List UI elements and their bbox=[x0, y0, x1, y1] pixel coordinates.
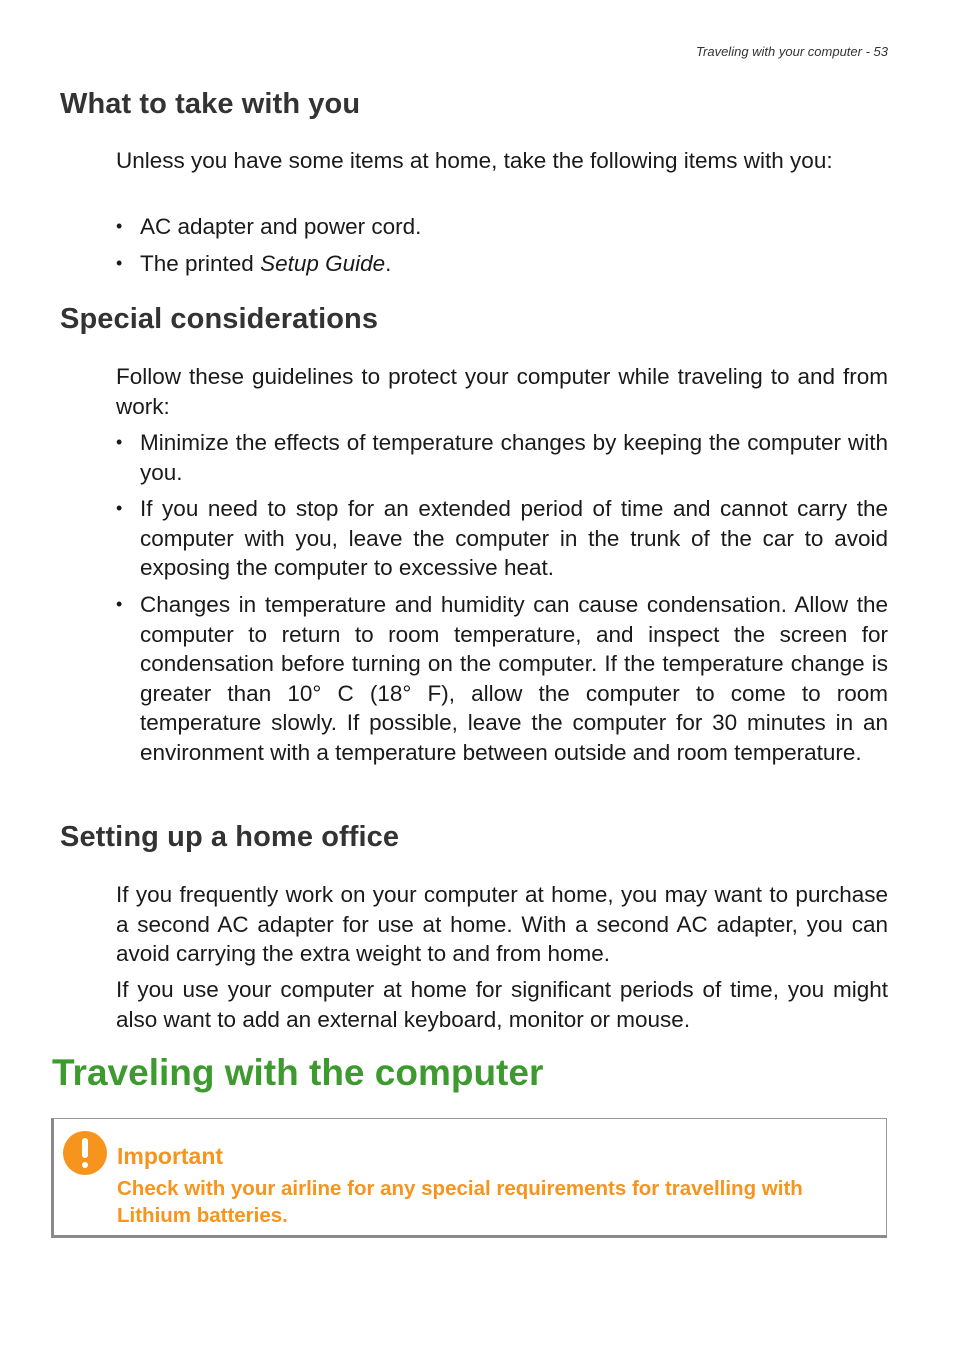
section-heading-home-office: Setting up a home office bbox=[60, 821, 400, 853]
home-office-paragraph-2: If you use your computer at home for significant periods of time, you might also want to add an external keyboard, monitor or mouse. bbox=[116, 977, 888, 1032]
list-item-text: AC adapter and power cord. bbox=[140, 214, 422, 239]
bullet-icon: • bbox=[116, 593, 123, 614]
important-note-box bbox=[51, 1118, 887, 1238]
setup-guide-title: Setup Guide bbox=[260, 250, 386, 276]
chapter-heading: Traveling with the computer bbox=[52, 1052, 544, 1093]
section-heading-what-to-take: What to take with you bbox=[60, 88, 361, 120]
list-item bbox=[116, 494, 888, 583]
what-to-take-intro: Unless you have some items at home, take the following items with you: bbox=[116, 148, 833, 173]
running-header: Traveling with your computer - 53 bbox=[696, 44, 888, 59]
list-item bbox=[116, 590, 888, 768]
important-text: Check with your airline for any special requirements for travelling with Lithium batteries. bbox=[117, 1177, 803, 1227]
list-item-text-prefix: The printed bbox=[140, 250, 261, 276]
exclamation-icon bbox=[63, 1131, 107, 1175]
bullet-icon: • bbox=[116, 252, 123, 273]
list-item bbox=[116, 428, 888, 487]
bullet-icon: • bbox=[116, 216, 123, 236]
list-item-text-suffix: . bbox=[385, 250, 392, 276]
list-item-text: Changes in temperature and humidity can cause condensation. Allow the computer to return to room temperature, and inspect the screen for condensation before turning on the computer. If the temperature change is greater than 10° C (18° F), allow the computer to come to room temperature slowly. If possible, leave the computer for 30 minutes in an environment with a temperature between outside and room temperature. bbox=[140, 591, 888, 765]
bullet-icon: • bbox=[116, 498, 123, 519]
list-item bbox=[116, 212, 888, 242]
home-office-paragraph-1: If you frequently work on your computer at home, you may want to purchase a second AC adapter for use at home. With a second AC adapter, you can avoid carrying the extra weight to and from home. bbox=[116, 882, 888, 967]
important-title: Important bbox=[117, 1143, 224, 1169]
list-item bbox=[116, 249, 888, 279]
list-item-text: If you need to stop for an extended period of time and cannot carry the computer with you, leave the computer in the trunk of the car to avoid exposing the computer to excessive heat. bbox=[140, 496, 888, 581]
what-to-take-list bbox=[116, 212, 888, 285]
bullet-icon: • bbox=[116, 432, 123, 452]
list-item-text: Minimize the effects of temperature changes by keeping the computer with you. bbox=[140, 430, 888, 485]
special-intro: Follow these guidelines to protect your computer while traveling to and from work: bbox=[116, 364, 888, 419]
special-list bbox=[116, 428, 888, 775]
section-heading-special-considerations: Special considerations bbox=[60, 303, 379, 335]
